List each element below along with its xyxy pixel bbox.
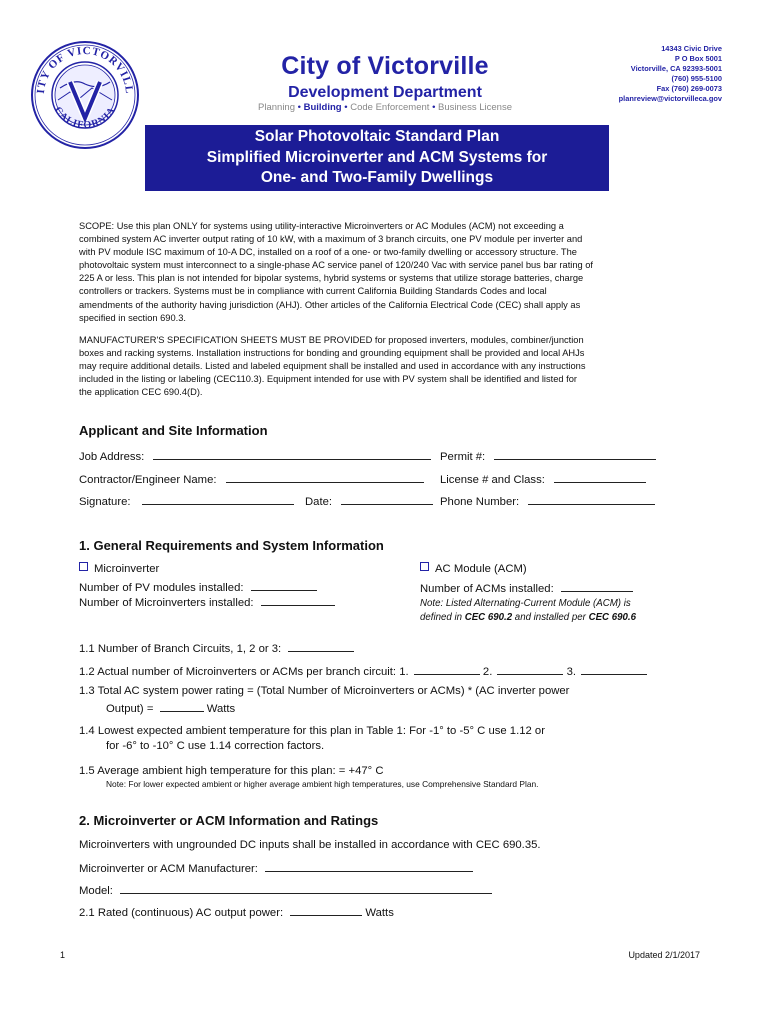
item-1-5-label: 1.5 Average ambient high temperature for this plan: = +47° C — [79, 765, 384, 777]
rated-ac-output-field[interactable] — [290, 903, 362, 916]
item-1-5 — [79, 765, 384, 777]
contact-phone: (760) 955-5100 — [671, 74, 722, 83]
branch-2-field[interactable] — [497, 662, 563, 675]
contractor-label: Contractor/Engineer Name: — [79, 474, 217, 486]
item-1-1-label: 1.1 Number of Branch Circuits, 1, 2 or 3: — [79, 643, 282, 655]
microinverter-option — [79, 562, 159, 575]
page-number: 1 — [60, 950, 66, 960]
item-1-3-line-1: 1.3 Total AC system power rating = (Total Number of Microinverters or ACMs) * (AC inverter power — [79, 685, 570, 697]
microinverters-field[interactable] — [261, 593, 335, 606]
microinverters-label: Number of Microinverters installed: — [79, 597, 254, 609]
contact-block — [619, 44, 722, 104]
model-row — [79, 881, 492, 897]
department-name: Development Department — [288, 84, 482, 101]
item-1-2 — [79, 662, 647, 678]
scope-line: SCOPE: Use this plan ONLY for systems using utility-interactive Microinverters or AC Modules (ACM) not exceeding a — [79, 221, 564, 231]
division-code-enforcement: Code Enforcement — [350, 102, 430, 113]
item-2-1 — [79, 903, 394, 919]
acm-note-line-1: Note: Listed Alternating-Current Module (ACM) is — [420, 598, 631, 609]
scope-line: amendments of the authority having jurisdiction (AHJ). Other articles of the California Electrical Code (CEC) shall apply as — [79, 299, 581, 310]
manufacturer-field[interactable] — [265, 859, 473, 872]
scope-line: specified in section 690.3. — [79, 312, 186, 323]
item-1-5-note: Note: For lower expected ambient or higher average ambient high temperatures, use Comprehensive Standard Plan. — [106, 779, 539, 789]
division-business-license: Business License — [438, 102, 512, 113]
acm-note — [420, 597, 636, 625]
date-field[interactable] — [341, 492, 433, 505]
manufacturer-row — [79, 859, 473, 875]
branch-1-field[interactable] — [414, 662, 480, 675]
pv-modules-row — [79, 578, 317, 594]
contractor-row — [79, 470, 424, 486]
manufacturer-line: the application CEC 690.4(D). — [79, 387, 203, 398]
title-banner — [145, 125, 609, 191]
item-1-3 — [79, 685, 569, 715]
branch-3-field[interactable] — [581, 662, 647, 675]
acms-row — [420, 579, 633, 595]
pv-modules-label: Number of PV modules installed: — [79, 582, 244, 594]
acm-checkbox[interactable] — [420, 562, 429, 571]
job-address-label: Job Address: — [79, 451, 145, 463]
item-2-1-unit: Watts — [365, 907, 394, 919]
contact-city: Victorville, CA 92393-5001 — [630, 64, 722, 73]
job-address-row — [79, 447, 431, 463]
permit-field[interactable] — [494, 447, 656, 460]
scope-line: 225 A or less. This plan is not intended for bipolar systems, hybrid systems or systems that utilize storage batteries, charge — [79, 273, 584, 284]
contact-address: 14343 Civic Drive — [661, 44, 722, 53]
item-1-2-label: 1.2 Actual number of Microinverters or ACMs per branch circuit: 1. — [79, 666, 409, 678]
phone-field[interactable] — [528, 492, 655, 505]
manufacturer-line: may require additional details. Listed and labeled equipment shall be installed and used in accordance with any instructions — [79, 361, 586, 372]
section-1-heading: 1. General Requirements and System Information — [79, 538, 384, 553]
item-1-3-line-2: Output) = Watts — [106, 699, 569, 715]
manufacturer-line: boxes and racking systems. Installation instructions for bonding and grounding equipment shall be provided and local AHJs — [79, 348, 585, 359]
title-line-1: Solar Photovoltaic Standard Plan — [254, 128, 500, 145]
title-line-3: One- and Two-Family Dwellings — [260, 169, 494, 186]
branch-3-label: 3. — [566, 666, 577, 678]
section-2-heading: 2. Microinverter or ACM Information and Ratings — [79, 813, 379, 828]
pv-modules-field[interactable] — [251, 578, 317, 591]
acm-label: AC Module (ACM) — [435, 563, 527, 575]
license-field[interactable] — [554, 470, 646, 483]
license-row — [440, 470, 646, 486]
contact-po-box: P O Box 5001 — [674, 54, 722, 63]
phone-label: Phone Number: — [440, 496, 520, 508]
total-ac-power-field[interactable] — [160, 699, 204, 712]
scope-paragraph — [79, 220, 696, 325]
scope-line: combined system AC inverter output rating of 10 kW, with a maximum of 3 branch circuits, one PV module per inverter and — [79, 234, 583, 245]
microinverter-label: Microinverter — [94, 563, 160, 575]
contractor-field[interactable] — [226, 470, 424, 483]
acm-option — [420, 562, 527, 575]
item-1-4-line-2: for -6° to -10° C use 1.14 correction factors. — [106, 740, 325, 752]
permit-row — [440, 447, 656, 463]
section-2-intro: Microinverters with ungrounded DC inputs shall be installed in accordance with CEC 690.35. — [79, 839, 541, 851]
scope-line: controllers or trackers. Systems must be in compliance with current California Building Standards Codes and local — [79, 286, 547, 297]
signature-field[interactable] — [142, 492, 294, 505]
scope-line: photovoltaic system must interconnect to a single-phase AC service panel of 120/240 Vac with service panel bus bar rating of — [79, 260, 594, 271]
date-label: Date: — [305, 496, 333, 508]
permit-label: Permit #: — [440, 451, 486, 463]
divisions-line: Planning • Building • Code Enforcement • Business License — [258, 102, 512, 113]
seal-text-bottom: CALIFORNIA — [51, 104, 119, 132]
model-label: Model: — [79, 885, 113, 897]
updated-date: Updated 2/1/2017 — [628, 950, 700, 960]
acm-note-line-2: defined in CEC 690.2 and installed per CEC 690.6 — [420, 612, 636, 623]
signature-row — [79, 492, 294, 508]
acms-label: Number of ACMs installed: — [420, 583, 554, 595]
division-building: Building — [303, 102, 342, 113]
acms-field[interactable] — [561, 579, 633, 592]
city-name: City of Victorville — [281, 52, 489, 80]
manufacturer-line: MANUFACTURER'S SPECIFICATION SHEETS MUST BE PROVIDED for proposed inverters, modules, combiner/junction — [79, 335, 584, 345]
branch-2-label: 2. — [482, 666, 493, 678]
title-line-2: Simplified Microinverter and ACM Systems for — [206, 148, 548, 166]
model-field[interactable] — [120, 881, 492, 894]
date-row — [305, 492, 433, 508]
item-1-4 — [79, 725, 545, 752]
manufacturer-label: Microinverter or ACM Manufacturer: — [79, 863, 258, 875]
seal-text-top: ITY OF VICTORVILL — [34, 44, 136, 95]
item-1-4-line-1: 1.4 Lowest expected ambient temperature for this plan in Table 1: For -1° to -5° C use 1.12 or — [79, 725, 545, 737]
microinverter-checkbox[interactable] — [79, 562, 88, 571]
applicant-heading: Applicant and Site Information — [79, 423, 268, 438]
contact-fax: Fax (760) 269-0073 — [656, 84, 722, 93]
job-address-field[interactable] — [153, 447, 431, 460]
branch-circuits-field[interactable] — [288, 639, 354, 652]
manufacturer-paragraph — [79, 334, 696, 399]
scope-line: with PV module ISC maximum of 10-A DC, installed on a roof of a one- or two-family dwelling or accessory structure. The — [79, 247, 577, 258]
item-2-1-label: 2.1 Rated (continuous) AC output power: — [79, 907, 284, 919]
item-1-1 — [79, 639, 354, 655]
manufacturer-line: included in the listing or labeling (CEC110.3). Equipment intended for use with PV system shall be identified and listed for — [79, 374, 578, 385]
phone-row — [440, 492, 655, 508]
license-label: License # and Class: — [440, 474, 545, 486]
division-planning: Planning — [258, 102, 295, 113]
signature-label: Signature: — [79, 496, 131, 508]
microinverters-row — [79, 593, 335, 609]
contact-email[interactable]: planreview@victorvilleca.gov — [618, 94, 722, 103]
